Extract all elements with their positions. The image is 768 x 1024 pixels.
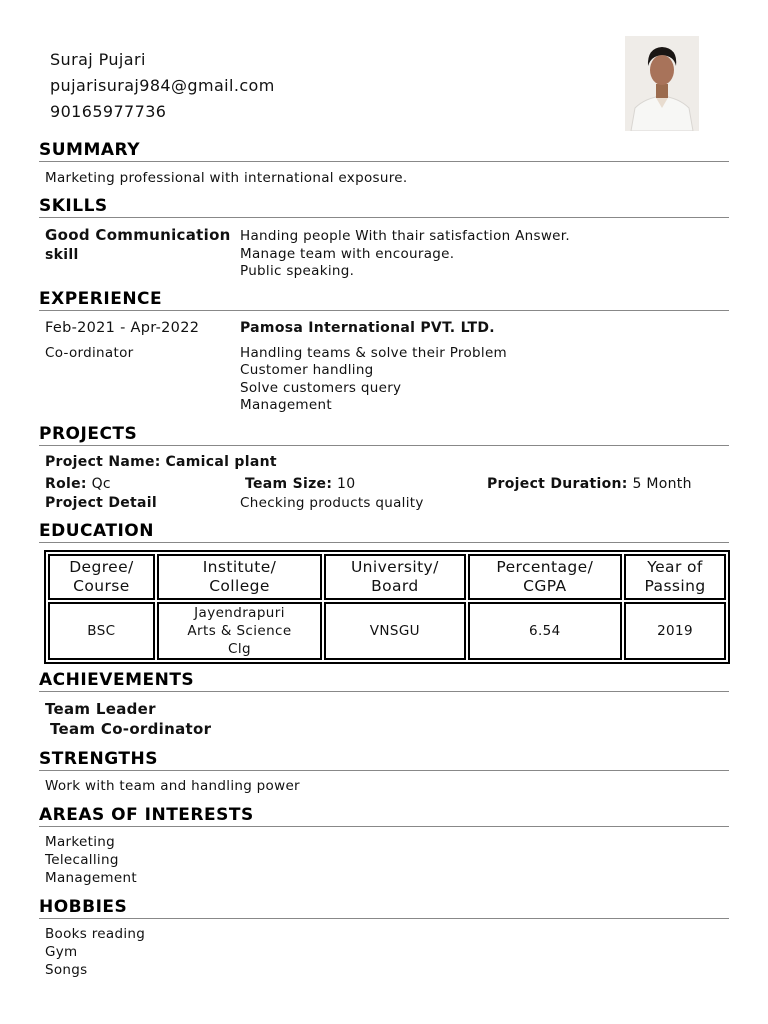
table-header-cell: Institute/ College (157, 554, 322, 600)
skills-heading: SKILLS (39, 196, 729, 218)
skill-item: Public speaking. (240, 263, 355, 279)
project-duration (487, 476, 692, 494)
project-role-value: Qc (91, 476, 111, 492)
hobbies-heading: HOBBIES (39, 897, 729, 919)
strengths-heading: STRENGTHS (39, 749, 729, 771)
skill-item: Manage team with encourage. (240, 246, 455, 262)
experience-company: Pamosa International PVT. LTD. (240, 320, 495, 336)
project-name (45, 454, 277, 472)
experience-item: Customer handling (240, 362, 374, 378)
experience-heading: EXPERIENCE (39, 289, 729, 311)
experience-item: Solve customers query (240, 380, 402, 396)
education-table (44, 550, 730, 661)
experience-item: Handling teams & solve their Problem (240, 345, 508, 361)
hobby-item: Gym (45, 944, 78, 960)
project-duration-label: Project Duration: (487, 476, 628, 492)
achievement-item: Team Co-ordinator (50, 720, 212, 738)
percentage-cell: 6.54 (468, 602, 623, 660)
project-role (45, 476, 111, 494)
table-header-cell: Year of Passing (624, 554, 726, 600)
projects-heading: PROJECTS (39, 424, 729, 446)
project-team-size (245, 476, 355, 494)
project-role-label: Role: (45, 476, 87, 492)
achievement-item: Team Leader (45, 700, 156, 718)
project-name-label: Project Name: (45, 454, 161, 470)
table-header-cell: Degree/ Course (48, 554, 155, 600)
interest-item: Management (45, 870, 137, 886)
project-team-label: Team Size: (245, 476, 333, 492)
achievements-heading: ACHIEVEMENTS (39, 670, 729, 692)
project-duration-value: 5 Month (632, 476, 692, 492)
skill-item: Handing people With thair satisfaction Answer. (240, 228, 570, 244)
university-cell: VNSGU (324, 602, 465, 660)
table-header-cell: University/ Board (324, 554, 465, 600)
education-heading: EDUCATION (39, 521, 729, 543)
strengths-text: Work with team and handling power (45, 778, 300, 794)
person-silhouette-icon (625, 36, 699, 131)
project-team-value: 10 (336, 476, 356, 492)
profile-photo (625, 36, 699, 131)
project-detail-value: Checking products quality (240, 495, 424, 511)
year-cell: 2019 (624, 602, 726, 660)
degree-cell: BSC (48, 602, 155, 660)
experience-dates: Feb-2021 - Apr-2022 (45, 320, 200, 336)
table-row (48, 602, 726, 660)
summary-text: Marketing professional with international exposure. (45, 170, 408, 186)
summary-heading: SUMMARY (39, 140, 729, 162)
experience-role: Co-ordinator (45, 345, 134, 361)
project-detail-label: Project Detail (45, 495, 157, 511)
interests-heading: AREAS OF INTERESTS (39, 805, 729, 827)
institute-cell: Jayendrapuri Arts & Science Clg (157, 602, 322, 660)
hobby-item: Songs (45, 962, 88, 978)
project-name-value: Camical plant (165, 454, 277, 470)
interest-item: Telecalling (45, 852, 119, 868)
skill-name-line2: skill (45, 247, 79, 263)
experience-item: Management (240, 397, 332, 413)
candidate-email: pujarisuraj984@gmail.com (50, 76, 275, 95)
table-header-cell: Percentage/ CGPA (468, 554, 623, 600)
interest-item: Marketing (45, 834, 115, 850)
candidate-phone: 90165977736 (50, 102, 167, 121)
candidate-name: Suraj Pujari (50, 50, 146, 69)
hobby-item: Books reading (45, 926, 146, 942)
skill-name-line1: Good Communication (45, 226, 231, 244)
